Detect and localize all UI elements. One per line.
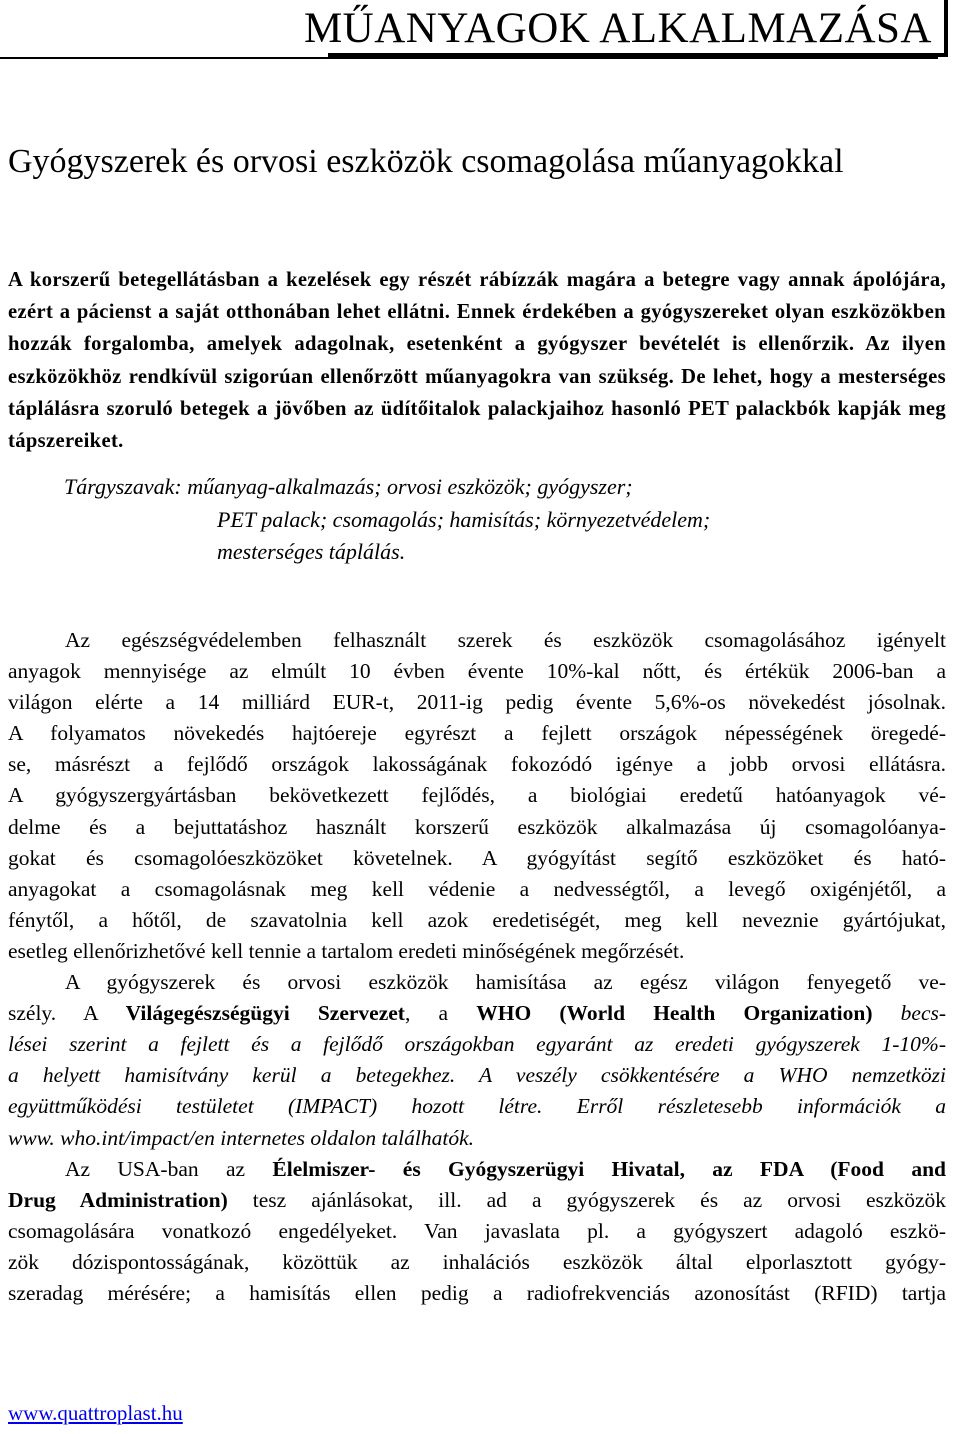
fda-name: Élelmiszer- és Gyógyszerügyi Hivatal, az FDA (Food and: [272, 1156, 946, 1181]
article-title: Gyógyszerek és orvosi eszközök csomagolása műanyagokkal: [8, 143, 844, 180]
who-abbreviation: WHO (World Health Organization): [476, 1001, 873, 1026]
body-line: anyagok mennyisége az elmúlt 10 évben évente 10%-kal nőtt, és értékük 2006-ban a: [8, 659, 946, 684]
body-line: www. who.int/impact/en internetes oldalon találhatók.: [8, 1125, 475, 1150]
body-line: A gyógyszerek és orvosi eszközök hamisítása az egész világon fenyegető ve-: [65, 970, 946, 995]
body-line: A gyógyszergyártásban bekövetkezett fejlődés, a biológiai eredetű hatóanyagok vé-: [8, 783, 946, 808]
body-line: [8, 1185, 946, 1216]
section-title: MŰANYAGOK ALKALMAZÁSA: [303, 5, 932, 52]
abstract: A korszerű betegellátásban a kezelések egy részét rábízzák magára a betegre vagy annak ápolójára, ezért a pácienst a saját otthonában lehet ellátni. Ennek érdekében a gyógyszereket olyan eszközökben hozzák forgalomba, amelyek adagolnak, esetenként a gyógyszer bevételét is ellenőrzik. Az ilyen eszközökhöz rendkívül szigorúan ellenőrzött műanyagokra van szükség. De lehet, hogy a mesterséges táplálásra szoruló betegek a jövőben az üdítőitalok palackjaihoz hasonló PET palackbók kapják meg tápszereiket.: [8, 269, 946, 453]
who-org-name: Világegészségügyi Szervezet: [125, 1001, 405, 1026]
body-line: delme és a bejuttatáshoz használt korszerű eszközök alkalmazása új csomagolóanya-: [8, 814, 946, 839]
fda-name-cont: Drug Administration): [8, 1187, 228, 1212]
body-line: Az egészségvédelemben felhasznált szerek és eszközök csomagolásához igényelt: [65, 628, 946, 652]
body-line: zök dózispontosságának, közöttük az inhalációs eszközök által elporlasztott gyógy-: [8, 1249, 946, 1274]
body-text-run: Az USA-ban az: [65, 1156, 273, 1181]
keywords: [64, 471, 944, 569]
body-line: fénytől, a hőtől, de szavatolnia kell azok eredetiségét, meg kell neveznie gyártójukat,: [8, 907, 946, 932]
body-line: [8, 1154, 946, 1185]
body-line: együttműködési testületet (IMPACT) hozott létre. Erről részletesebb információk a: [8, 1094, 946, 1119]
body-line: gokat és csomagolóeszközöket követelnek. A gyógyítást segítő eszközöket és ható-: [8, 845, 946, 870]
body-line: lései szerint a fejlett és a fejlődő országokban egyaránt az eredeti gyógyszerek 1-10%-: [8, 1032, 946, 1057]
keywords-line-2: PET palack; csomagolás; hamisítás; környezetvédelem;: [217, 506, 711, 532]
body-line: világon elérte a 14 milliárd EUR-t, 2011-ig pedig évente 5,6%-os növekedést jósolnak.: [8, 690, 946, 715]
keywords-line-1: Tárgyszavak: műanyag-alkalmazás; orvosi eszközök; gyógyszer;: [64, 474, 633, 499]
body-text-run: szély. A: [8, 1001, 126, 1026]
keywords-line-3: mesterséges táplálás.: [217, 539, 406, 564]
body-line: anyagokat a csomagolásnak meg kell védenie a nedvességtől, a levegő oxigénjétől, a: [8, 876, 946, 901]
body-line: [8, 998, 946, 1029]
body-text-run: becs-: [872, 1001, 947, 1026]
header-rule: [0, 57, 938, 59]
footer-website-link[interactable]: www.quattroplast.hu: [8, 1401, 183, 1425]
body-line: a helyett hamisítvány kerül a betegekhez. A veszély csökkentésére a WHO nemzetközi: [8, 1063, 946, 1088]
body-text: [8, 625, 946, 1309]
body-line: szeradag mérésére; a hamisítás ellen pedig a radiofrekvenciás azonosítást (RFID) tartja: [8, 1280, 946, 1305]
body-text-run: , a: [404, 1001, 477, 1026]
body-line: A folyamatos növekedés hajtóereje egyrészt a fejlett országok népességének öregedé-: [8, 721, 946, 746]
body-line: se, másrészt a fejlődő országok lakosságának fokozódó igénye a jobb orvosi ellátásra.: [8, 752, 946, 777]
body-text-run: tesz ajánlásokat, ill. ad a gyógyszerek és az orvosi eszközök: [227, 1187, 946, 1212]
body-line: esetleg ellenőrizhetővé kell tennie a tartalom eredeti minőségének megőrzését.: [8, 938, 685, 963]
body-line: csomagolására vonatkozó engedélyeket. Van javaslata pl. a gyógyszert adagoló eszkö-: [8, 1218, 946, 1243]
